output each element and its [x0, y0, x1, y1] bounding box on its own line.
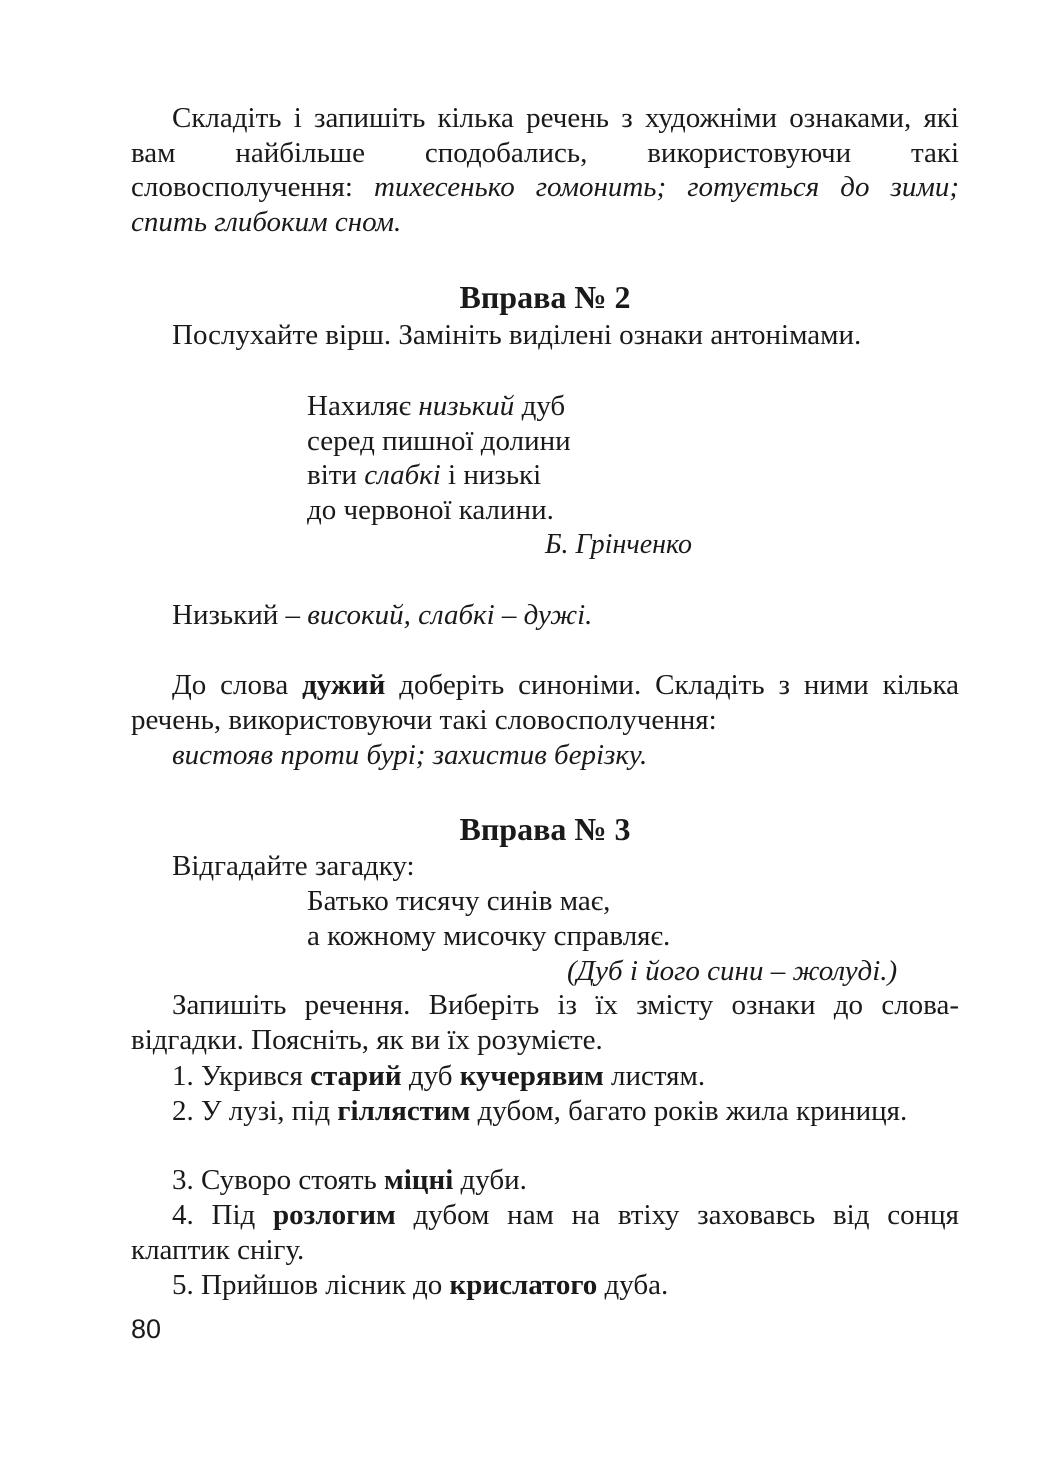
poem	[307, 389, 571, 527]
exercise-2-phrases: вистояв проти бурі; захистив берізку.	[172, 739, 648, 771]
poem-line-3: віти слабкі і низькі	[307, 459, 542, 491]
intro-italic: тихесенько гомонить; готується до зими; спить глибоким сном.	[131, 171, 959, 238]
page-number: 80	[131, 1314, 162, 1344]
intro-text: Складіть і запишіть кілька речень з художніми ознаками, які вам найбільше сподобались, використовуючи такі словосполучення:	[131, 102, 959, 203]
sentence-1: 1. Укрився старий дуб кучерявим листям.	[172, 1060, 706, 1092]
exercise-3-heading: Вправа № 3	[459, 811, 631, 847]
sentence-2: 2. У лузі, під гіллястим дубом, багато років жила криниця.	[172, 1095, 908, 1127]
exercise-3-task-2: Запишіть речення. Виберіть із їх змісту ознаки до слова-відгадки. Поясніть, як ви їх розумієте.	[131, 989, 959, 1056]
riddle-line-2: а кожному мисочку справляє.	[307, 919, 671, 952]
exercise-2-task: Послухайте вірш. Замініть виділені ознаки антонімами.	[172, 319, 862, 351]
sentence-4: 4. Під розлогим дубом нам на втіху заховавсь від сонця клаптик снігу.	[131, 1199, 959, 1266]
sentence-3: 3. Суворо стоять міцні дуби.	[172, 1164, 527, 1196]
exercise-2-task-2: До слова дужий доберіть синоніми. Складіть з ними кілька речень, використовуючи такі словосполучення:	[131, 669, 960, 736]
poem-line-2: серед пишної долини	[307, 424, 571, 457]
riddle-line-1: Батько тисячу синів має,	[307, 885, 611, 917]
riddle-answer: (Дуб і його сини – жолуді.)	[567, 955, 898, 987]
antonyms-answer: Низький – високий, слабкі – дужі.	[172, 599, 593, 631]
poem-author: Б. Грінченко	[545, 529, 693, 560]
poem-line-1: Нахиляє низький дуб	[307, 390, 566, 422]
poem-line-4: до червоної калини.	[307, 493, 554, 526]
riddle	[307, 884, 670, 953]
exercise-3-task: Відгадайте загадку:	[172, 850, 415, 882]
intro-paragraph	[131, 101, 959, 239]
exercise-2-heading: Вправа № 2	[459, 279, 631, 315]
sentence-5: 5. Прийшов лісник до крислатого дуба.	[172, 1269, 669, 1301]
